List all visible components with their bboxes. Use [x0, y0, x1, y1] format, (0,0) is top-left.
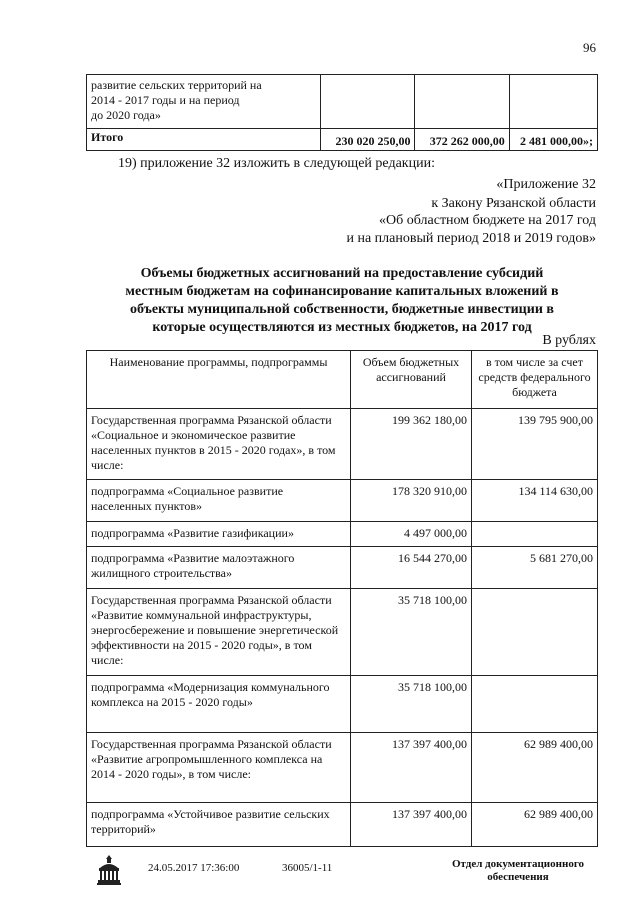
federal-value	[472, 589, 598, 676]
table-cell: 2 481 000,00»;	[509, 129, 597, 151]
table-row	[87, 676, 598, 733]
table-row	[87, 589, 598, 676]
column-header: Объем бюджетных ассигнований	[351, 351, 472, 409]
total-value: 4 497 000,00	[351, 522, 472, 547]
table-cell: 230 020 250,00	[321, 129, 415, 151]
page-number: 96	[583, 40, 596, 55]
footer-timestamp: 24.05.2017 17:36:00	[148, 862, 240, 874]
appendix-line: и на плановый период 2018 и 2019 годов»	[346, 231, 596, 246]
program-name: подпрограмма «Развитие малоэтажного жилищного строительства»	[87, 547, 351, 589]
department-line: Отдел документационного	[451, 858, 585, 870]
title-line: Объемы бюджетных ассигнований на предоставление субсидий	[140, 266, 544, 281]
program-name: подпрограмма «Социальное развитие населенных пунктов»	[87, 480, 351, 522]
table-row	[87, 803, 598, 847]
title-line: которые осуществляются из местных бюджетов, на 2017 год	[152, 320, 532, 335]
federal-value	[472, 522, 598, 547]
table-cell: развитие сельских территорий на 2014 - 2017 годы и на период до 2020 года»	[87, 75, 321, 129]
instruction-text: 19) приложение 32 изложить в следующей редакции:	[118, 156, 435, 171]
program-name: подпрограмма «Устойчивое развитие сельских территорий»	[87, 803, 351, 847]
table-row	[87, 480, 598, 522]
total-value: 199 362 180,00	[351, 409, 472, 480]
title-line: местным бюджетам на софинансирование капитальных вложений в	[125, 284, 559, 299]
column-header: Наименование программы, подпрограммы	[87, 351, 351, 409]
table-row	[87, 733, 598, 803]
total-value: 16 544 270,00	[351, 547, 472, 589]
appendix-line: «Приложение 32	[496, 177, 596, 192]
department-line: обеспечения	[487, 871, 549, 883]
total-value: 35 718 100,00	[351, 589, 472, 676]
federal-value: 62 989 400,00	[472, 803, 598, 847]
federal-value: 62 989 400,00	[472, 733, 598, 803]
program-name: подпрограмма «Модернизация коммунального комплекса на 2015 - 2020 годы»	[87, 676, 351, 733]
duma-emblem-icon	[96, 854, 122, 886]
table-row	[87, 547, 598, 589]
program-name: подпрограмма «Развитие газификации»	[87, 522, 351, 547]
table-cell	[509, 75, 597, 129]
total-value: 137 397 400,00	[351, 733, 472, 803]
appendix-line: к Закону Рязанской области	[431, 196, 596, 211]
table-cell: Итого	[87, 129, 321, 151]
footer-doc-id: 36005/1-11	[282, 862, 333, 874]
federal-value	[472, 676, 598, 733]
column-header: в том числе за счет средств федерального бюджета	[472, 351, 598, 409]
units-label: В рублях	[542, 333, 596, 348]
appendix-line: «Об областном бюджете на 2017 год	[379, 213, 596, 228]
table-row	[87, 409, 598, 480]
table-cell: 372 262 000,00	[415, 129, 509, 151]
total-value: 178 320 910,00	[351, 480, 472, 522]
federal-value: 5 681 270,00	[472, 547, 598, 589]
budget-table	[86, 350, 598, 847]
title-line: объекты муниципальной собственности, бюджетные инвестиции в	[130, 302, 554, 317]
federal-value: 139 795 900,00	[472, 409, 598, 480]
federal-value: 134 114 630,00	[472, 480, 598, 522]
table-cell	[321, 75, 415, 129]
continued-table	[86, 74, 598, 151]
table-cell	[415, 75, 509, 129]
total-value: 35 718 100,00	[351, 676, 472, 733]
document-title	[86, 265, 598, 337]
total-value: 137 397 400,00	[351, 803, 472, 847]
program-name: Государственная программа Рязанской области «Развитие коммунальной инфраструктуры, энергосбережение и повышение энергетической эффективности на 2015 - 2020 годы», в том числе:	[87, 589, 351, 676]
program-name: Государственная программа Рязанской области «Социальное и экономическое развитие населенных пунктов в 2015 - 2020 годах», в том числе:	[87, 409, 351, 480]
program-name: Государственная программа Рязанской области «Развитие агропромышленного комплекса на 2014 - 2020 годы», в том числе:	[87, 733, 351, 803]
footer-department	[446, 858, 590, 884]
table-row	[87, 522, 598, 547]
